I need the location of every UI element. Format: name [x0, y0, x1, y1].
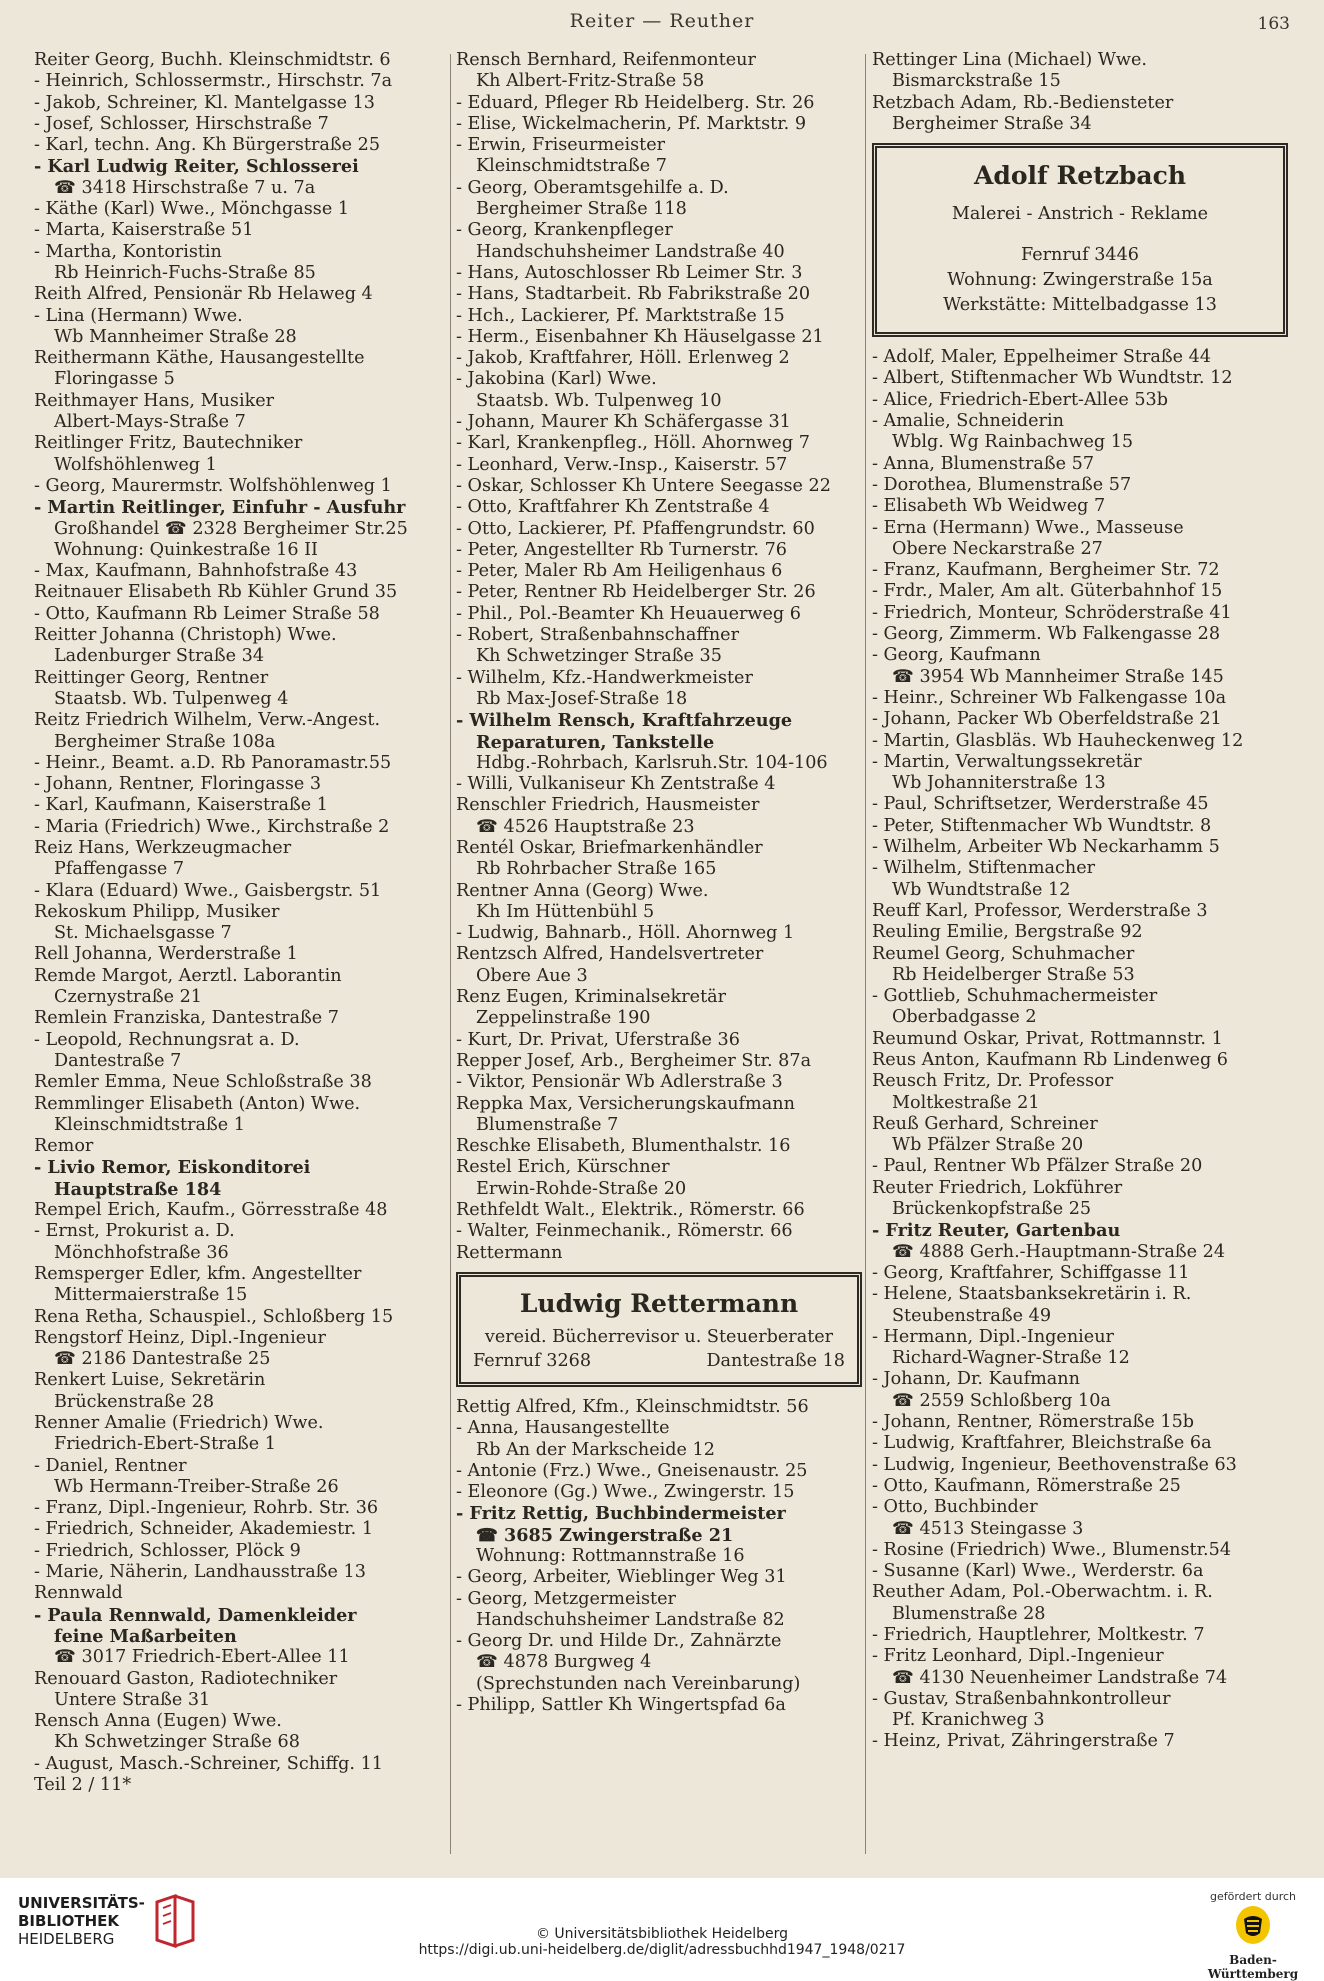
directory-entry: - Albert, Stiftenmacher Wb Wundtstr. 12	[872, 368, 1233, 389]
directory-entry: - Jakobina (Karl) Wwe.	[456, 369, 657, 390]
directory-entry: Reumel Georg, Schuhmacher	[872, 943, 1135, 964]
entry-continuation: ☎ 3418 Hirschstraße 7 u. 7a	[54, 177, 316, 198]
directory-entry: - Heinz, Privat, Zähringerstraße 7	[872, 1731, 1175, 1752]
directory-entry: - Robert, Straßenbahnschaffner	[456, 625, 740, 646]
state-name: Baden-Württemberg	[1207, 1953, 1299, 1981]
directory-entry: Reitnauer Elisabeth Rb Kühler Grund 35	[34, 582, 398, 603]
directory-entry: Rensch Anna (Eugen) Wwe.	[34, 1711, 282, 1732]
entry-continuation: St. Michaelsgasse 7	[54, 923, 232, 944]
entry-continuation: Kh Schwetzinger Straße 68	[54, 1732, 300, 1753]
entry-continuation: (Sprechstunden nach Vereinbarung)	[476, 1673, 801, 1694]
advertisement-rettermann	[456, 1272, 862, 1387]
directory-entry: Remler Emma, Neue Schloßstraße 38	[34, 1072, 372, 1093]
entry-continuation: Zeppelinstraße 190	[476, 1008, 651, 1029]
directory-entry: - Anna, Hausangestellte	[456, 1418, 670, 1439]
directory-entry: - Wilhelm, Kfz.-Handwerkmeister	[456, 667, 753, 688]
directory-entry: Rensch Bernhard, Reifenmonteur	[456, 50, 756, 70]
directory-entry: - Susanne (Karl) Wwe., Werderstr. 6a	[872, 1561, 1204, 1582]
entry-continuation: feine Maßarbeiten	[54, 1625, 237, 1647]
directory-entry: - Adolf, Maler, Eppelheimer Straße 44	[872, 347, 1212, 368]
state-coat-of-arms-icon	[1233, 1903, 1273, 1947]
entry-continuation: Kh Albert-Fritz-Straße 58	[476, 71, 705, 92]
directory-entry: - Georg, Zimmerm. Wb Falkengasse 28	[872, 624, 1221, 645]
directory-entry: - Käthe (Karl) Wwe., Mönchgasse 1	[34, 199, 350, 220]
entry-continuation: Mönchhofstraße 36	[54, 1242, 229, 1263]
directory-entry: - Jakob, Kraftfahrer, Höll. Erlenweg 2	[456, 348, 790, 369]
entry-continuation: Hdbg.-Rohrbach, Karlsruh.Str. 104-106	[476, 752, 828, 773]
directory-entry: - Helene, Staatsbanksekretärin i. R.	[872, 1284, 1192, 1305]
directory-entry: - Otto, Buchbinder	[872, 1497, 1038, 1518]
entry-continuation: Kh Schwetzinger Straße 35	[476, 646, 722, 667]
entry-continuation: Wohnung: Rottmannstraße 16	[476, 1546, 745, 1566]
directory-entry: - Peter, Angestellter Rb Turnerstr. 76	[456, 539, 787, 560]
entry-continuation: Obere Neckarstraße 27	[892, 538, 1103, 559]
entry-continuation: Brückenkopfstraße 25	[892, 1199, 1092, 1220]
entry-continuation: Pf. Kranichweg 3	[892, 1710, 1045, 1731]
column-1	[34, 50, 446, 1860]
source-url[interactable]: https://digi.ub.uni-heidelberg.de/diglit/adressbuchhd1947_1948/0217	[418, 1942, 906, 1958]
entry-continuation: Oberbadgasse 2	[892, 1007, 1037, 1028]
directory-entry: - Ludwig, Kraftfahrer, Bleichstraße 6a	[872, 1433, 1212, 1454]
directory-entry: - Martha, Kontoristin	[34, 241, 222, 262]
directory-entry: - Hans, Stadtarbeit. Rb Fabrikstraße 20	[456, 284, 811, 305]
directory-entry: - Daniel, Rentner	[34, 1455, 187, 1476]
directory-entry: Reus Anton, Kaufmann Rb Lindenweg 6	[872, 1049, 1228, 1070]
directory-entry: Rettinger Lina (Michael) Wwe.	[872, 50, 1147, 70]
directory-entry: - Frdr., Maler, Am alt. Güterbahnhof 15	[872, 581, 1223, 602]
entry-continuation: Großhandel ☎ 2328 Bergheimer Str.25	[54, 518, 408, 539]
directory-entry: - Willi, Vulkaniseur Kh Zentstraße 4	[456, 774, 776, 795]
directory-entry: Reppka Max, Versicherungskaufmann	[456, 1093, 795, 1114]
directory-entry: - Johann, Dr. Kaufmann	[872, 1369, 1080, 1390]
directory-entry: - Hermann, Dipl.-Ingenieur	[872, 1326, 1114, 1347]
directory-entry: - Anna, Blumenstraße 57	[872, 453, 1095, 474]
directory-entry: - Peter, Stiftenmacher Wb Wundtstr. 8	[872, 815, 1212, 836]
column-2	[456, 50, 862, 1860]
directory-entry: - Lina (Hermann) Wwe.	[34, 305, 243, 326]
directory-entry: Rekoskum Philipp, Musiker	[34, 901, 280, 922]
directory-entry: - Hch., Lackierer, Pf. Marktstraße 15	[456, 305, 785, 326]
directory-entry: - Georg, Oberamtsgehilfe a. D.	[456, 177, 729, 198]
directory-entry: - Martin, Verwaltungssekretär	[872, 751, 1142, 772]
directory-entry: - Erna (Hermann) Wwe., Masseuse	[872, 517, 1184, 538]
entry-continuation: Wb Pfälzer Straße 20	[892, 1135, 1084, 1156]
entry-continuation: Wolfshöhlenweg 1	[54, 454, 217, 475]
directory-entry: Renkert Luise, Sekretärin	[34, 1370, 266, 1391]
entry-list	[872, 50, 1288, 135]
page-number: 163	[1257, 14, 1290, 34]
entry-continuation: Rb Rohrbacher Straße 165	[476, 859, 717, 880]
directory-entry: - Fritz Leonhard, Dipl.-Ingenieur	[872, 1646, 1164, 1667]
directory-entry: Rena Retha, Schauspiel., Schloßberg 15	[34, 1306, 394, 1327]
entry-continuation: Wb Mannheimer Straße 28	[54, 326, 297, 347]
directory-entry: - Georg, Metzgermeister	[456, 1588, 676, 1609]
entry-continuation: ☎ 3685 Zwingerstraße 21	[476, 1524, 734, 1546]
entry-continuation: ☎ 2559 Schloßberg 10a	[892, 1390, 1111, 1411]
directory-entry: - Ludwig, Ingenieur, Beethovenstraße 63	[872, 1454, 1237, 1475]
directory-entry: - Max, Kaufmann, Bahnhofstraße 43	[34, 561, 358, 582]
entry-continuation: Rb Max-Josef-Straße 18	[476, 688, 688, 709]
directory-entry: - Otto, Kraftfahrer Kh Zentstraße 4	[456, 497, 770, 518]
entry-continuation: ☎ 4888 Gerh.-Hauptmann-Straße 24	[892, 1241, 1226, 1262]
directory-entry: - Heinrich, Schlossermstr., Hirschstr. 7a	[34, 71, 393, 92]
directory-entry: - Paula Rennwald, Damenkleider	[34, 1604, 357, 1626]
directory-entry: - Walter, Feinmechanik., Römerstr. 66	[456, 1221, 793, 1242]
directory-entry: - Paul, Schriftsetzer, Werderstraße 45	[872, 794, 1209, 815]
directory-entry: - Herm., Eisenbahner Kh Häuselgasse 21	[456, 326, 824, 347]
directory-entry: - Viktor, Pensionär Wb Adlerstraße 3	[456, 1072, 783, 1093]
directory-entry: - Georg, Krankenpfleger	[456, 220, 673, 241]
directory-entry: Reitz Friedrich Wilhelm, Verw.-Angest.	[34, 710, 381, 731]
directory-entry: Retzbach Adam, Rb.-Bediensteter	[872, 92, 1174, 113]
directory-entry: - Otto, Lackierer, Pf. Pfaffengrundstr. 60	[456, 518, 815, 539]
entry-continuation: Wb Johanniterstraße 13	[892, 773, 1106, 794]
directory-entry: - Otto, Kaufmann Rb Leimer Straße 58	[34, 603, 380, 624]
directory-entry: - Ludwig, Bahnarb., Höll. Ahornweg 1	[456, 923, 795, 944]
directory-entry: - Karl, Krankenpfleg., Höll. Ahornweg 7	[456, 433, 810, 454]
directory-entry: - Georg, Maurermstr. Wolfshöhlenweg 1	[34, 475, 392, 496]
directory-entry: Restel Erich, Kürschner	[456, 1157, 670, 1178]
digitization-footer	[0, 1878, 1324, 1981]
entry-continuation: Kleinschmidtstraße 1	[54, 1114, 245, 1135]
directory-entry: - Rosine (Friedrich) Wwe., Blumenstr.54	[872, 1539, 1232, 1560]
directory-entry: - Livio Remor, Eiskonditorei	[34, 1157, 311, 1179]
directory-entry: Reuling Emilie, Bergstraße 92	[872, 922, 1143, 943]
funding-logo	[1198, 1890, 1308, 1981]
directory-entry: Reusch Fritz, Dr. Professor	[872, 1071, 1114, 1092]
entry-continuation: Wb Hermann-Treiber-Straße 26	[54, 1476, 339, 1497]
entry-continuation: Bergheimer Straße 118	[476, 199, 687, 220]
entry-continuation: ☎ 4130 Neuenheimer Landstraße 74	[892, 1667, 1228, 1688]
directory-entry: Rennwald	[34, 1583, 123, 1604]
directory-entry: Reuther Adam, Pol.-Oberwachtm. i. R.	[872, 1582, 1213, 1603]
entry-continuation: Wblg. Wg Rainbachweg 15	[892, 432, 1134, 453]
entry-continuation: ☎ 4526 Hauptstraße 23	[476, 816, 695, 837]
directory-entry: - Heinr., Schreiner Wb Falkengasse 10a	[872, 687, 1227, 708]
directory-entry: - Peter, Rentner Rb Heidelberger Str. 26	[456, 582, 816, 603]
entry-continuation: Obere Aue 3	[476, 965, 588, 986]
entry-continuation: Friedrich-Ebert-Straße 1	[54, 1434, 277, 1455]
directory-entry: - Karl, Kaufmann, Kaiserstraße 1	[34, 795, 328, 816]
entry-continuation: Pfaffengasse 7	[54, 859, 185, 880]
directory-entry: - Eleonore (Gg.) Wwe., Zwingerstr. 15	[456, 1482, 795, 1503]
directory-entry: Renouard Gaston, Radiotechniker	[34, 1668, 338, 1689]
ad-workshop: Werkstätte: Mittelbadgasse 13	[943, 295, 1217, 316]
directory-entry: Rentner Anna (Georg) Wwe.	[456, 880, 709, 901]
entry-continuation: Handschuhsheimer Landstraße 40	[476, 241, 785, 262]
directory-entry: - Josef, Schlosser, Hirschstraße 7	[34, 113, 329, 134]
entry-continuation: Erwin-Rohde-Straße 20	[476, 1178, 687, 1199]
entry-continuation: Handschuhsheimer Landstraße 82	[476, 1609, 785, 1630]
library-name: UNIVERSITÄTS- BIBLIOTHEK HEIDELBERG	[18, 1894, 145, 1948]
directory-entry: - Marta, Kaiserstraße 51	[34, 220, 254, 241]
directory-entry: Renner Amalie (Friedrich) Wwe.	[34, 1413, 324, 1433]
directory-entry: Rempel Erich, Kaufm., Görresstraße 48	[34, 1200, 388, 1221]
entry-continuation: Staatsb. Wb. Tulpenweg 10	[476, 390, 722, 411]
entry-continuation: Blumenstraße 7	[476, 1114, 619, 1135]
directory-entry: - Friedrich, Schlosser, Plöck 9	[34, 1540, 301, 1561]
copyright-block	[0, 1926, 1324, 1958]
copyright-text: © Universitätsbibliothek Heidelberg	[535, 1926, 788, 1942]
entry-continuation: Blumenstraße 28	[892, 1603, 1046, 1624]
entry-continuation: Hauptstraße 184	[54, 1178, 222, 1200]
column-divider	[865, 54, 866, 1854]
entry-continuation: Staatsb. Wb. Tulpenweg 4	[54, 688, 289, 709]
entry-continuation: Reparaturen, Tankstelle	[476, 731, 715, 753]
directory-entry: - Wilhelm Rensch, Kraftfahrzeuge	[456, 710, 793, 732]
directory-entry: - Fritz Reuter, Gartenbau	[872, 1220, 1121, 1242]
directory-entry: Rettermann	[456, 1242, 563, 1263]
directory-entry: Reuff Karl, Professor, Werderstraße 3	[872, 900, 1208, 921]
entry-continuation: Rb Heinrich-Fuchs-Straße 85	[54, 262, 316, 283]
directory-entry: - Maria (Friedrich) Wwe., Kirchstraße 2	[34, 816, 390, 837]
directory-entry: - Johann, Rentner, Römerstraße 15b	[872, 1412, 1195, 1433]
directory-entry: Reitlinger Fritz, Bautechniker	[34, 433, 303, 454]
directory-entry: - Wilhelm, Arbeiter Wb Neckarhamm 5	[872, 837, 1220, 858]
directory-entry: - Gustav, Straßenbahnkontrolleur	[872, 1688, 1171, 1709]
entry-continuation: Czernystraße 21	[54, 987, 202, 1008]
directory-entry: - Martin Reitlinger, Einfuhr - Ausfuhr	[34, 497, 406, 519]
entry-list	[456, 1397, 862, 1716]
directory-entry: - Otto, Kaufmann, Römerstraße 25	[872, 1475, 1181, 1496]
directory-entry: - Georg, Kaufmann	[872, 645, 1041, 666]
directory-entry: - Johann, Packer Wb Oberfeldstraße 21	[872, 709, 1222, 730]
entry-continuation: Kleinschmidtstraße 7	[476, 156, 667, 177]
directory-entry: Renschler Friedrich, Hausmeister	[456, 795, 760, 816]
directory-entry: Reiter Georg, Buchh. Kleinschmidtstr. 6	[34, 50, 391, 70]
directory-entry: Remsperger Edler, kfm. Angestellter	[34, 1263, 362, 1284]
funded-by-label: gefördert durch	[1209, 1890, 1297, 1903]
directory-entry: Reuter Friedrich, Lokführer	[872, 1177, 1123, 1198]
directory-entry: Reittinger Georg, Rentner	[34, 667, 269, 688]
ad-contact-row	[469, 1348, 849, 1374]
ad-title: Adolf Retzbach	[973, 161, 1186, 191]
directory-entry: - Antonie (Frz.) Wwe., Gneisenaustr. 25	[456, 1460, 808, 1481]
directory-entry: Reitter Johanna (Christoph) Wwe.	[34, 625, 337, 646]
directory-entry: Rentzsch Alfred, Handelsvertreter	[456, 944, 764, 965]
directory-entry: Reuß Gerhard, Schreiner	[872, 1113, 1098, 1134]
directory-entry: - Heinr., Beamt. a.D. Rb Panoramastr.55	[34, 752, 392, 773]
entry-continuation: Wohnung: Quinkestraße 16 II	[54, 539, 319, 560]
entry-continuation: Floringasse 5	[54, 369, 175, 390]
directory-entry: Reiz Hans, Werkzeugmacher	[34, 837, 292, 858]
entry-continuation: Untere Straße 31	[54, 1689, 211, 1710]
entry-continuation: Mittermaierstraße 15	[54, 1285, 248, 1306]
directory-entry: - Franz, Dipl.-Ingenieur, Rohrb. Str. 36	[34, 1498, 379, 1519]
entry-list	[872, 347, 1288, 1753]
entry-continuation: ☎ 4878 Burgweg 4	[476, 1652, 652, 1673]
column-divider	[450, 54, 451, 1854]
directory-entry: Remor	[34, 1136, 94, 1157]
entry-continuation: ☎ 3017 Friedrich-Ebert-Allee 11	[54, 1647, 350, 1668]
directory-entry: - Martin, Glasbläs. Wb Hauheckenweg 12	[872, 730, 1244, 751]
directory-entry: Renz Eugen, Kriminalsekretär	[456, 987, 727, 1008]
entry-continuation: Bismarckstraße 15	[892, 71, 1061, 92]
entry-continuation: Bergheimer Straße 34	[892, 113, 1092, 134]
directory-entry: - Karl Ludwig Reiter, Schlosserei	[34, 156, 359, 178]
entry-list	[34, 50, 446, 1796]
entry-continuation: ☎ 2186 Dantestraße 25	[54, 1349, 271, 1370]
directory-entry: - Peter, Maler Rb Am Heiligenhaus 6	[456, 561, 783, 582]
entry-continuation: Brückenstraße 28	[54, 1391, 215, 1412]
directory-entry: Rell Johanna, Werderstraße 1	[34, 944, 298, 965]
entry-continuation: Ladenburger Straße 34	[54, 646, 265, 667]
directory-entry: - August, Masch.-Schreiner, Schiffg. 11	[34, 1753, 383, 1774]
directory-entry: - Karl, techn. Ang. Kh Bürgerstraße 25	[34, 135, 381, 156]
directory-entry: - Friedrich, Monteur, Schröderstraße 41	[872, 602, 1232, 623]
directory-entry: - Wilhelm, Stiftenmacher	[872, 858, 1096, 879]
directory-entry: - Philipp, Sattler Kh Wingertspfad 6a	[456, 1695, 786, 1716]
directory-entry: - Georg, Kraftfahrer, Schiffgasse 11	[872, 1262, 1190, 1283]
directory-entry: - Jakob, Schreiner, Kl. Mantelgasse 13	[34, 92, 375, 113]
directory-entry: Remmlinger Elisabeth (Anton) Wwe.	[34, 1093, 361, 1114]
entry-continuation: Wb Wundtstraße 12	[892, 879, 1071, 900]
directory-entry: - Oskar, Schlosser Kh Untere Seegasse 22	[456, 475, 831, 496]
directory-entry: - Erwin, Friseurmeister	[456, 135, 666, 156]
page-header-title: Reiter — Reuther	[569, 10, 755, 32]
ad-profession: vereid. Bücherrevisor u. Steuerberater	[484, 1326, 834, 1347]
directory-entry: - Leonhard, Verw.-Insp., Kaiserstr. 57	[456, 454, 788, 475]
directory-entry: - Klara (Eduard) Wwe., Gaisbergstr. 51	[34, 880, 382, 901]
directory-entry: Reith Alfred, Pensionär Rb Helaweg 4	[34, 284, 373, 305]
ad-title: Ludwig Rettermann	[519, 1288, 799, 1318]
directory-entry: - Amalie, Schneiderin	[872, 411, 1064, 432]
ad-address: Dantestraße 18	[706, 1350, 845, 1371]
entry-continuation: ☎ 4513 Steingasse 3	[892, 1518, 1084, 1539]
ad-services: Malerei - Anstrich - Reklame	[951, 204, 1209, 225]
directory-entry: - Georg Dr. und Hilde Dr., Zahnärzte	[456, 1631, 782, 1652]
directory-entry: Rethfeldt Walt., Elektrik., Römerstr. 66	[456, 1200, 805, 1221]
entry-continuation: Dantestraße 7	[54, 1050, 182, 1071]
directory-entry: - Elisabeth Wb Weidweg 7	[872, 496, 1106, 517]
entry-list	[456, 50, 862, 1264]
directory-entry: - Alice, Friedrich-Ebert-Allee 53b	[872, 389, 1169, 410]
directory-entry: Remlein Franziska, Dantestraße 7	[34, 1008, 339, 1029]
directory-entry: Reschke Elisabeth, Blumenthalstr. 16	[456, 1136, 791, 1157]
entry-continuation: ☎ 3954 Wb Mannheimer Straße 145	[892, 666, 1224, 687]
directory-entry: Rentél Oskar, Briefmarkenhändler	[456, 837, 763, 858]
directory-entry: - Gottlieb, Schuhmachermeister	[872, 986, 1158, 1007]
directory-entry: Reumund Oskar, Privat, Rottmannstr. 1	[872, 1028, 1223, 1049]
directory-entry: - Franz, Kaufmann, Bergheimer Str. 72	[872, 560, 1220, 581]
entry-continuation: Rb Heidelberger Straße 53	[892, 964, 1135, 985]
entry-continuation: Moltkestraße 21	[892, 1092, 1040, 1113]
directory-entry: - Kurt, Dr. Privat, Uferstraße 36	[456, 1029, 740, 1050]
directory-entry: Repper Josef, Arb., Bergheimer Str. 87a	[456, 1050, 812, 1071]
directory-entry: - Hans, Autoschlosser Rb Leimer Str. 3	[456, 262, 803, 283]
advertisement-retzbach	[872, 143, 1288, 337]
entry-continuation: Rb An der Markscheide 12	[476, 1439, 715, 1460]
ad-residence: Wohnung: Zwingerstraße 15a	[947, 270, 1213, 291]
directory-entry: - Johann, Rentner, Floringasse 3	[34, 774, 322, 795]
column-3	[872, 50, 1288, 1860]
entry-continuation: Kh Im Hüttenbühl 5	[476, 901, 655, 922]
entry-continuation: Albert-Mays-Straße 7	[54, 412, 246, 433]
directory-entry: Teil 2 / 11*	[34, 1775, 132, 1796]
directory-entry: - Marie, Näherin, Landhausstraße 13	[34, 1562, 366, 1583]
directory-entry: - Leopold, Rechnungsrat a. D.	[34, 1029, 300, 1050]
directory-entry: - Paul, Rentner Wb Pfälzer Straße 20	[872, 1156, 1203, 1177]
directory-entry: - Phil., Pol.-Beamter Kh Heuauerweg 6	[456, 603, 801, 624]
directory-entry: Remde Margot, Aerztl. Laborantin	[34, 965, 342, 986]
directory-entry: - Ernst, Prokurist a. D.	[34, 1221, 235, 1242]
ad-phone: Fernruf 3446	[1020, 245, 1140, 266]
directory-entry: - Friedrich, Schneider, Akademiestr. 1	[34, 1519, 374, 1540]
directory-entry: - Dorothea, Blumenstraße 57	[872, 474, 1132, 495]
entry-continuation: Bergheimer Straße 108a	[54, 731, 276, 752]
ad-phone: Fernruf 3268	[473, 1350, 592, 1371]
directory-entry: - Friedrich, Hauptlehrer, Moltkestr. 7	[872, 1625, 1205, 1645]
directory-entry: Rengstorf Heinz, Dipl.-Ingenieur	[34, 1327, 326, 1348]
directory-entry: - Johann, Maurer Kh Schäfergasse 31	[456, 412, 791, 433]
entry-continuation: Steubenstraße 49	[892, 1305, 1052, 1326]
directory-entry: - Georg, Arbeiter, Wieblinger Weg 31	[456, 1567, 787, 1588]
directory-entry: - Eduard, Pfleger Rb Heidelberg. Str. 26	[456, 92, 815, 113]
directory-entry: Reithmayer Hans, Musiker	[34, 390, 275, 411]
directory-entry: Rettig Alfred, Kfm., Kleinschmidtstr. 56	[456, 1396, 809, 1417]
entry-continuation: Richard-Wagner-Straße 12	[892, 1348, 1130, 1369]
directory-entry: - Elise, Wickelmacherin, Pf. Marktstr. 9	[456, 113, 807, 134]
directory-entry: - Fritz Rettig, Buchbindermeister	[456, 1503, 786, 1525]
directory-entry: Reithermann Käthe, Hausangestellte	[34, 348, 365, 369]
